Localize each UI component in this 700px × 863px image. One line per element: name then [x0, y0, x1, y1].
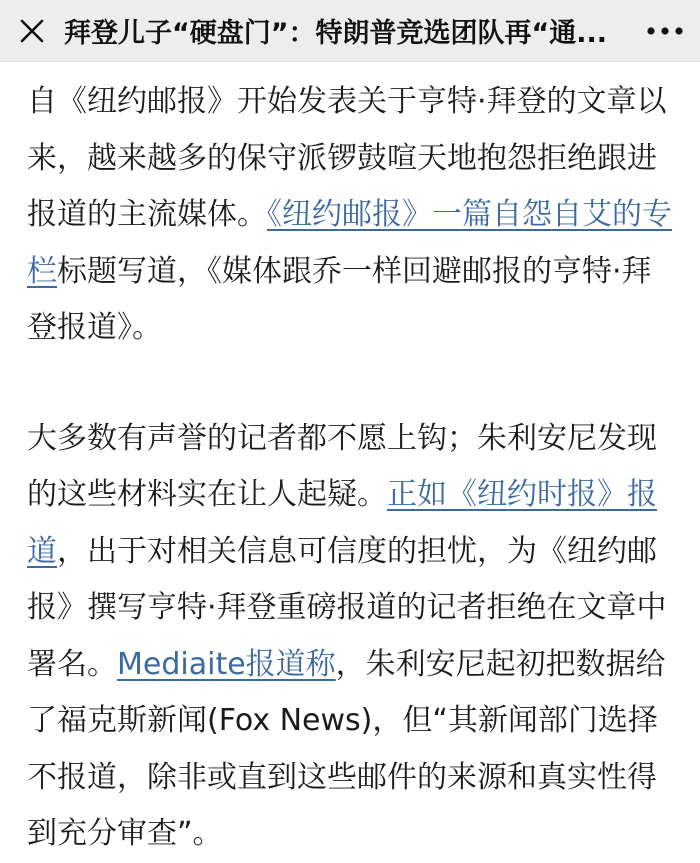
paragraph-text: 自《纽约邮报》开始发表关于亨特·拜登的文章以来，越来越多的保守派锣鼓喧天地抱怨拒绝跟进报道的主流媒体。 [27, 84, 667, 232]
article-paragraph-1 [27, 74, 677, 357]
paragraph-text: 标题写道，《媒体跟乔一样回避邮报的亨特·拜登报道》。 [27, 253, 652, 345]
column-link[interactable]: 《纽约邮报》一篇自怨自艾的专栏 [27, 197, 672, 289]
top-bar [0, 0, 700, 62]
article-paragraph-2 [27, 411, 677, 863]
more-options-button[interactable] [630, 0, 700, 62]
mediaite-link[interactable]: Mediaite报道称 [117, 646, 336, 682]
close-button[interactable] [0, 0, 64, 62]
paragraph-text: 大多数有声誉的记者都不愿上钩；朱利安尼发现的这些材料实在让人起疑。 [27, 420, 657, 512]
article-body [27, 74, 677, 863]
page-title: 拜登儿子“硬盘门”：特朗普竞选团队再“通... [64, 18, 608, 49]
more-icon [645, 26, 685, 36]
paragraph-text: ，朱利安尼起初把数据给了福克斯新闻(Fox News)，但“其新闻部门选择不报道，除非或直到这些邮件的来源和真实性得到充分审查”。 [27, 646, 666, 851]
close-icon [19, 18, 45, 44]
paragraph-text: ，出于对相关信息可信度的担忧，为《纽约邮报》撰写亨特·拜登重磅报道的记者拒绝在文章中署名。 [27, 533, 667, 682]
nyt-report-link[interactable]: 正如《纽约时报》报道 [27, 477, 657, 569]
